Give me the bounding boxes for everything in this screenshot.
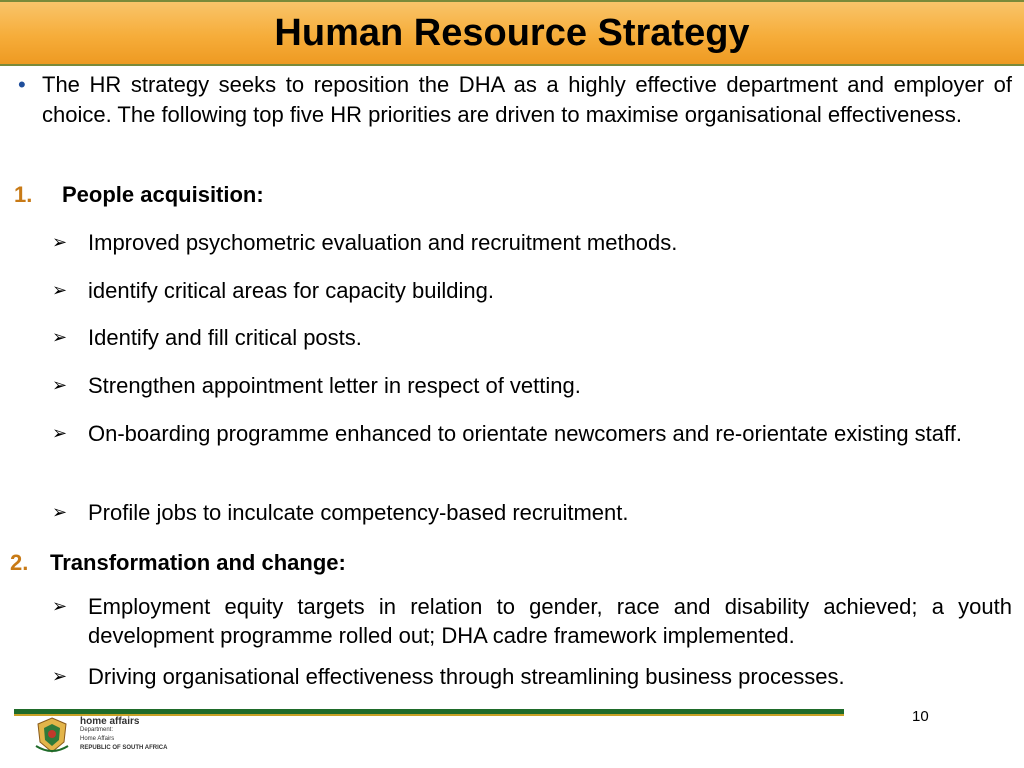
arrow-bullet-icon: ➢ — [52, 596, 68, 616]
list-item — [52, 592, 1012, 650]
title-bar — [0, 0, 1024, 66]
arrow-bullet-icon: ➢ — [52, 502, 68, 522]
list-item — [52, 228, 1012, 257]
section-heading-transformation — [10, 548, 430, 578]
home-affairs-logo — [32, 716, 212, 754]
list-item — [52, 419, 1012, 448]
intro-text: The HR strategy seeks to reposition the DHA as a highly effective department and employer of choice. The following top five HR priorities are driven to maximise organisational effectiveness. — [42, 72, 1012, 127]
list-item — [52, 371, 1012, 400]
coat-of-arms-icon — [32, 716, 72, 754]
slide-title: Human Resource Strategy — [274, 11, 750, 54]
section-title: People acquisition: — [62, 182, 264, 207]
footer-divider — [14, 709, 844, 714]
list-item-text: Profile jobs to inculcate competency-based recruitment. — [88, 500, 629, 525]
list-item-text: Identify and fill critical posts. — [88, 325, 362, 350]
arrow-bullet-icon: ➢ — [52, 666, 68, 686]
arrow-bullet-icon: ➢ — [52, 280, 68, 300]
list-item-text: Strengthen appointment letter in respect of vetting. — [88, 373, 581, 398]
list-item-text: On-boarding programme enhanced to orientate newcomers and re-orientate existing staff. — [88, 421, 962, 446]
section-number: 1. — [14, 182, 33, 207]
intro-paragraph — [18, 70, 1012, 130]
list-item-text: Improved psychometric evaluation and recruitment methods. — [88, 230, 678, 255]
bullet-dot-icon: • — [18, 72, 26, 97]
arrow-bullet-icon: ➢ — [52, 232, 68, 252]
logo-country: REPUBLIC OF SOUTH AFRICA — [80, 745, 168, 751]
list-item — [52, 276, 1012, 305]
list-item-text: Driving organisational effectiveness through streamlining business processes. — [88, 664, 845, 689]
arrow-bullet-icon: ➢ — [52, 327, 68, 347]
logo-dept-line: Department: — [80, 727, 114, 733]
section-title: Transformation and change: — [50, 550, 346, 575]
list-item-text: Employment equity targets in relation to gender, race and disability achieved; a youth development programme rolled out; DHA cadre framework implemented. — [88, 594, 1012, 648]
list-item — [52, 662, 1012, 691]
logo-text — [80, 717, 167, 753]
list-item-text: identify critical areas for capacity building. — [88, 278, 494, 303]
arrow-bullet-icon: ➢ — [52, 423, 68, 443]
section-number: 2. — [10, 550, 29, 575]
arrow-bullet-icon: ➢ — [52, 375, 68, 395]
page-number: 10 — [912, 708, 929, 725]
list-item — [52, 323, 1012, 352]
logo-dept-name: Home Affairs — [80, 736, 115, 742]
logo-brand: home affairs — [80, 716, 140, 727]
list-item — [52, 498, 1012, 527]
section-heading-people-acquisition — [14, 180, 414, 210]
